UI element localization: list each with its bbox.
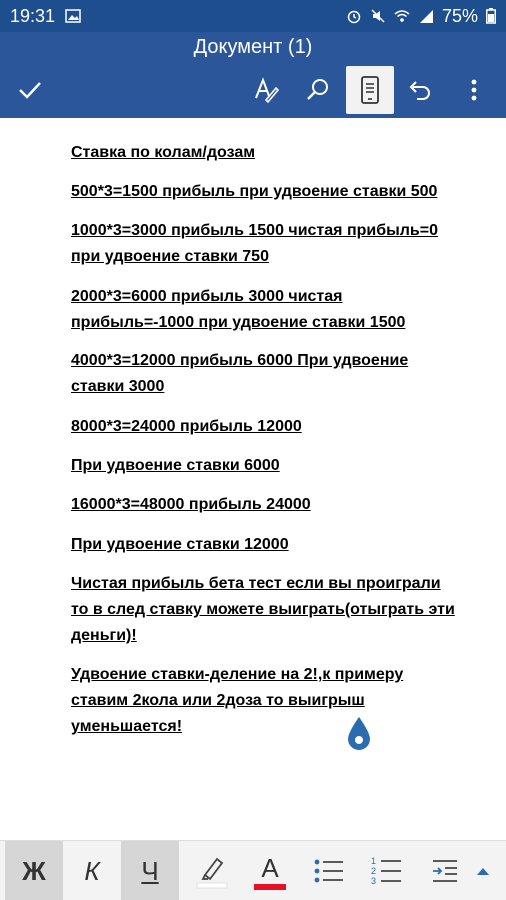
doc-paragraph[interactable]: 500*3=1500 прибыль при удвоение ставки 500 (71, 183, 438, 200)
document-body[interactable] (0, 118, 506, 840)
search-button[interactable] (294, 66, 342, 114)
font-color-label: A (261, 852, 279, 883)
done-button[interactable] (6, 66, 54, 114)
gallery-icon (65, 8, 81, 24)
proofing-button[interactable] (242, 66, 290, 114)
doc-paragraph[interactable]: 4000*3=12000 прибыль 6000 При удвоение ставки 3000 (71, 352, 409, 395)
more-icon (470, 77, 478, 103)
top-toolbar (0, 62, 506, 118)
doc-paragraph[interactable]: 1000*3=3000 прибыль 1500 чистая прибыль=0 при удвоение ставки 750 (71, 222, 439, 265)
doc-paragraph[interactable]: Чистая прибыль бета тест если вы проиграли то в след ставку можете выиграть(отыграть эти деньги)! (71, 575, 455, 644)
alarm-icon (346, 8, 362, 24)
underline-label: Ч (141, 856, 159, 886)
search-icon (305, 77, 331, 103)
highlighter-icon (195, 853, 229, 889)
cursor-handle-icon[interactable] (346, 716, 372, 752)
wifi-icon (394, 8, 410, 24)
bullet-list-button[interactable] (300, 841, 358, 900)
numbered-list-button[interactable] (358, 841, 416, 900)
check-icon (17, 77, 43, 103)
document-title-bar (0, 32, 506, 62)
mobile-view-icon (359, 76, 381, 104)
undo-button[interactable] (396, 66, 444, 114)
status-bar (0, 0, 506, 32)
expand-toolbar-button[interactable] (454, 841, 506, 900)
numbered-list-icon (371, 856, 403, 886)
format-toolbar (0, 840, 506, 900)
font-color-icon (254, 884, 286, 890)
expand-up-icon (476, 866, 490, 876)
document-title: Документ (1) (193, 35, 313, 58)
svg-text:1: 1 (371, 856, 377, 866)
doc-paragraph[interactable]: 16000*3=48000 прибыль 24000 (71, 496, 311, 513)
mobile-view-button[interactable] (346, 66, 394, 114)
bullet-list-icon (313, 857, 345, 885)
more-options-button[interactable] (450, 66, 498, 114)
bold-label: Ж (22, 856, 46, 886)
doc-paragraph[interactable]: Ставка по колам/дозам (71, 144, 256, 161)
bold-button[interactable] (5, 841, 63, 900)
mute-icon (370, 8, 386, 24)
highlight-button[interactable] (183, 841, 241, 900)
font-color-button[interactable] (241, 841, 299, 900)
svg-text:3: 3 (371, 876, 377, 886)
doc-paragraph[interactable]: Удвоение ставки-деление на 2!,к примеру ставим 2кола или 2доза то выигрыш уменьшается! (71, 666, 404, 735)
pen-icon (252, 76, 280, 104)
underline-button[interactable] (121, 841, 179, 900)
status-time: 19:31 (10, 5, 56, 26)
svg-text:2: 2 (371, 866, 377, 876)
undo-icon (407, 77, 433, 103)
status-icons (346, 6, 496, 27)
doc-paragraph[interactable]: При удвоение ставки 6000 (71, 457, 280, 474)
battery-percent: 75% (441, 5, 478, 26)
battery-icon (486, 8, 496, 24)
italic-label: К (84, 856, 100, 886)
doc-paragraph[interactable]: 8000*3=24000 прибыль 12000 (71, 418, 302, 435)
doc-paragraph[interactable]: При удвоение ставки 12000 (71, 536, 289, 553)
italic-button[interactable] (63, 841, 121, 900)
doc-paragraph[interactable]: 2000*3=6000 прибыль 3000 чистая прибыль=-1000 при удвоение ставки 1500 (71, 288, 406, 331)
signal-icon (418, 8, 434, 24)
